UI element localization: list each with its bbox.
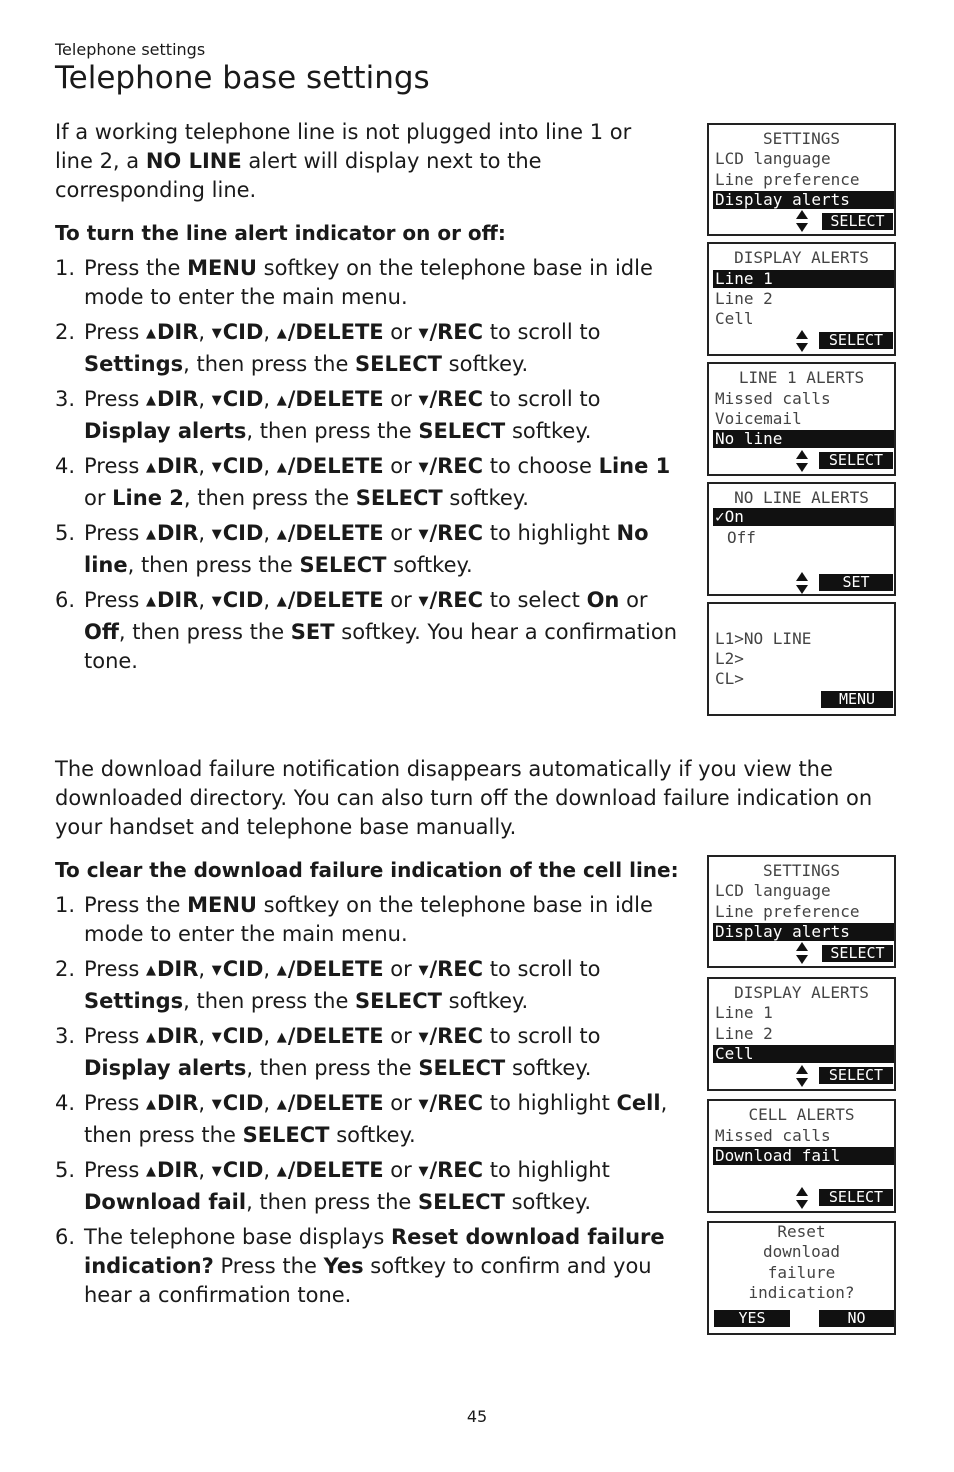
up-arrow-icon: ▲ xyxy=(145,326,156,341)
down-arrow-icon: ▼ xyxy=(211,1164,222,1179)
step: 4. Press ▲DIR, ▼CID, ▲/DELETE or ▼/REC to highlight Cell, then press the SELECT softkey. xyxy=(55,1091,668,1147)
up-arrow-icon: ▲ xyxy=(276,594,287,609)
up-arrow-icon: ▲ xyxy=(276,326,287,341)
lcd-line: LCD language xyxy=(715,149,831,168)
step: 6. Press ▲DIR, ▼CID, ▲/DELETE or ▼/REC to select On or Off, then press the SET softkey. You hear a confirmation tone. xyxy=(55,588,678,673)
down-arrow-icon: ▼ xyxy=(211,594,222,609)
lcd-line: Voicemail xyxy=(715,409,802,428)
lcd-title: DISPLAY ALERTS xyxy=(734,983,869,1002)
down-arrow-icon: ▼ xyxy=(418,963,429,978)
up-arrow-icon: ▲ xyxy=(145,460,156,475)
down-arrow-icon: ▼ xyxy=(211,963,222,978)
lcd-line: CL> xyxy=(715,669,744,688)
page-number: 45 xyxy=(466,1407,488,1426)
up-arrow-icon: ▲ xyxy=(276,1030,287,1045)
lcd-line-highlighted: Display alerts xyxy=(713,191,894,209)
down-arrow-icon: ▼ xyxy=(418,1030,429,1045)
lcd-line-highlighted: Download fail xyxy=(713,1147,894,1165)
lcd-line: Missed calls xyxy=(715,1126,831,1145)
lcd-line: Line preference xyxy=(715,902,860,921)
up-arrow-icon: ▲ xyxy=(145,393,156,408)
lcd-line: Missed calls xyxy=(715,389,831,408)
down-arrow-icon: ▼ xyxy=(211,460,222,475)
lcd-line: Line preference xyxy=(715,170,860,189)
lcd-line: indication? xyxy=(748,1283,855,1302)
down-arrow-icon: ▼ xyxy=(418,1097,429,1112)
lcd-screen-display-alerts xyxy=(707,242,896,356)
lcd-line: L1>NO LINE xyxy=(715,629,812,648)
lcd-screen-settings-2 xyxy=(707,855,896,968)
lcd-title: LINE 1 ALERTS xyxy=(738,368,865,387)
up-arrow-icon: ▲ xyxy=(145,527,156,542)
lcd-line: L2> xyxy=(715,649,744,668)
step: 6. The telephone base displays Reset download failure indication? Press the Yes softkey to confirm and you hear a confirmation tone. xyxy=(55,1225,665,1307)
lcd-line: Line 1 xyxy=(715,1003,773,1022)
lcd-line-highlighted: Line 1 xyxy=(713,270,894,288)
lcd-line: Cell xyxy=(715,309,754,328)
lcd-screen-idle xyxy=(707,602,896,716)
scroll-arrows-icon xyxy=(796,572,808,596)
lcd-line: failure xyxy=(767,1263,836,1282)
step: 3. Press ▲DIR, ▼CID, ▲/DELETE or ▼/REC to scroll to Display alerts, then press the SELECT softkey. xyxy=(55,387,601,443)
up-arrow-icon: ▲ xyxy=(145,594,156,609)
scroll-arrows-icon xyxy=(796,330,808,354)
down-arrow-icon: ▼ xyxy=(418,326,429,341)
lcd-line: Line 2 xyxy=(715,1024,773,1043)
step: 4. Press ▲DIR, ▼CID, ▲/DELETE or ▼/REC to choose Line 1 or Line 2, then press the SELECT softkey. xyxy=(55,454,671,510)
page-title: Telephone base settings xyxy=(55,60,430,96)
scroll-arrows-icon xyxy=(796,450,808,474)
lcd-line-highlighted: No line xyxy=(713,430,894,448)
section1-steps xyxy=(55,254,680,682)
lcd-screen-no-line-alerts xyxy=(707,482,896,596)
softkey-select: SELECT xyxy=(822,213,893,230)
lcd-line: LCD language xyxy=(715,881,831,900)
step: 5. Press ▲DIR, ▼CID, ▲/DELETE or ▼/REC to highlight Download fail, then press the SELECT softkey. xyxy=(55,1158,610,1214)
lcd-line-highlighted: Cell xyxy=(713,1045,894,1063)
middle-paragraph: The download failure notification disappears automatically if you view the downloaded directory. You can also turn off the download failure indication on your handset and telephone base manually. xyxy=(55,757,873,839)
lcd-title: SETTINGS xyxy=(762,861,841,880)
up-arrow-icon: ▲ xyxy=(276,1164,287,1179)
section2-steps xyxy=(55,891,680,1316)
softkey-yes: YES xyxy=(714,1310,790,1327)
softkey-select: SELECT xyxy=(819,1067,893,1084)
down-arrow-icon: ▼ xyxy=(211,326,222,341)
lcd-line: Off xyxy=(727,528,756,547)
up-arrow-icon: ▲ xyxy=(276,963,287,978)
softkey-select: SELECT xyxy=(819,452,893,469)
step: 3. Press ▲DIR, ▼CID, ▲/DELETE or ▼/REC to scroll to Display alerts, then press the SELECT softkey. xyxy=(55,1024,601,1080)
section2-heading: To clear the download failure indication of the cell line: xyxy=(55,858,679,882)
lcd-screen-display-alerts-2 xyxy=(707,977,896,1091)
up-arrow-icon: ▲ xyxy=(145,1030,156,1045)
scroll-arrows-icon xyxy=(796,1187,808,1211)
down-arrow-icon: ▼ xyxy=(418,594,429,609)
down-arrow-icon: ▼ xyxy=(418,393,429,408)
softkey-select: SELECT xyxy=(822,945,893,962)
softkey-select: SELECT xyxy=(819,1189,893,1206)
lcd-title: NO LINE ALERTS xyxy=(734,488,869,507)
scroll-arrows-icon xyxy=(796,1065,808,1089)
softkey-menu: MENU xyxy=(821,691,893,708)
down-arrow-icon: ▼ xyxy=(211,527,222,542)
lcd-title: DISPLAY ALERTS xyxy=(734,248,869,267)
scroll-arrows-icon xyxy=(796,210,808,234)
down-arrow-icon: ▼ xyxy=(211,1030,222,1045)
softkey-no: NO xyxy=(819,1310,894,1327)
intro-paragraph: If a working telephone line is not plugged into line 1 or line 2, a NO LINE alert will display next to the corresponding line. xyxy=(55,120,632,202)
down-arrow-icon: ▼ xyxy=(418,527,429,542)
lcd-line: Line 2 xyxy=(715,289,773,308)
up-arrow-icon: ▲ xyxy=(276,393,287,408)
lcd-line: download xyxy=(762,1242,841,1261)
lcd-screen-settings xyxy=(707,123,896,236)
step: 1. Press the MENU softkey on the telephone base in idle mode to enter the main menu. xyxy=(55,893,653,946)
up-arrow-icon: ▲ xyxy=(276,1097,287,1112)
softkey-select: SELECT xyxy=(819,332,893,349)
lcd-line: Reset xyxy=(777,1222,826,1241)
down-arrow-icon: ▼ xyxy=(211,1097,222,1112)
up-arrow-icon: ▲ xyxy=(145,1097,156,1112)
lcd-title: SETTINGS xyxy=(762,129,841,148)
step: 2. Press ▲DIR, ▼CID, ▲/DELETE or ▼/REC to scroll to Settings, then press the SELECT softkey. xyxy=(55,320,601,376)
down-arrow-icon: ▼ xyxy=(211,393,222,408)
up-arrow-icon: ▲ xyxy=(145,963,156,978)
section-header: Telephone settings xyxy=(55,40,206,59)
step: 2. Press ▲DIR, ▼CID, ▲/DELETE or ▼/REC to scroll to Settings, then press the SELECT softkey. xyxy=(55,957,601,1013)
softkey-set: SET xyxy=(819,574,893,591)
up-arrow-icon: ▲ xyxy=(276,527,287,542)
down-arrow-icon: ▼ xyxy=(418,1164,429,1179)
section1-heading: To turn the line alert indicator on or off: xyxy=(55,221,506,245)
down-arrow-icon: ▼ xyxy=(418,460,429,475)
lcd-line-highlighted: ✓On xyxy=(713,508,894,526)
lcd-screen-cell-alerts xyxy=(707,1099,896,1213)
step: 5. Press ▲DIR, ▼CID, ▲/DELETE or ▼/REC to highlight No line, then press the SELECT softkey. xyxy=(55,521,649,577)
lcd-screen-reset-download xyxy=(707,1221,896,1335)
up-arrow-icon: ▲ xyxy=(145,1164,156,1179)
up-arrow-icon: ▲ xyxy=(276,460,287,475)
lcd-title: CELL ALERTS xyxy=(748,1105,855,1124)
lcd-screen-line1-alerts xyxy=(707,362,896,476)
step: 1. Press the MENU softkey on the telephone base in idle mode to enter the main menu. xyxy=(55,256,653,309)
lcd-line-highlighted: Display alerts xyxy=(713,923,894,941)
scroll-arrows-icon xyxy=(796,942,808,966)
